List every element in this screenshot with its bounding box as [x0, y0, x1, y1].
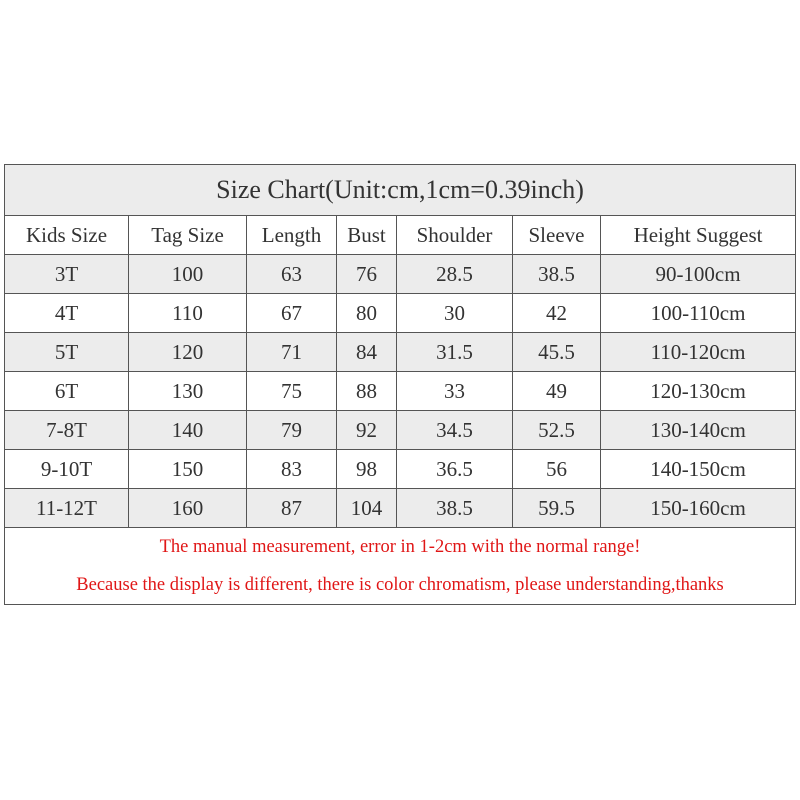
- table-cell: 38.5: [513, 255, 601, 294]
- header-sleeve: Sleeve: [513, 216, 601, 255]
- table-cell: 49: [513, 372, 601, 411]
- size-rows: [5, 255, 796, 528]
- table-cell: 5T: [5, 333, 129, 372]
- size-chart-table: [4, 164, 796, 605]
- title-row: [5, 165, 796, 216]
- table-cell: 75: [247, 372, 337, 411]
- table-cell: 120-130cm: [601, 372, 796, 411]
- table-cell: 9-10T: [5, 450, 129, 489]
- table-cell: 100: [129, 255, 247, 294]
- table-cell: 104: [337, 489, 397, 528]
- table-cell: 30: [397, 294, 513, 333]
- table-cell: 130-140cm: [601, 411, 796, 450]
- table-cell: 6T: [5, 372, 129, 411]
- color-note: Because the display is different, there is color chromatism, please understanding,thanks: [76, 575, 724, 595]
- table-cell: 11-12T: [5, 489, 129, 528]
- header-tag-size: Tag Size: [129, 216, 247, 255]
- table-cell: 160: [129, 489, 247, 528]
- table-cell: 88: [337, 372, 397, 411]
- header-height-suggest: Height Suggest: [601, 216, 796, 255]
- table-cell: 92: [337, 411, 397, 450]
- table-cell: 140-150cm: [601, 450, 796, 489]
- header-length: Length: [247, 216, 337, 255]
- notes-row: [5, 528, 796, 605]
- table-cell: 42: [513, 294, 601, 333]
- table-cell: 150: [129, 450, 247, 489]
- table-row: [5, 333, 796, 372]
- table-cell: 98: [337, 450, 397, 489]
- notes-cell: [5, 528, 796, 605]
- table-cell: 84: [337, 333, 397, 372]
- table-row: [5, 372, 796, 411]
- table-cell: 45.5: [513, 333, 601, 372]
- table-cell: 79: [247, 411, 337, 450]
- table-cell: 3T: [5, 255, 129, 294]
- table-cell: 28.5: [397, 255, 513, 294]
- table-cell: 130: [129, 372, 247, 411]
- table-cell: 67: [247, 294, 337, 333]
- header-kids-size: Kids Size: [5, 216, 129, 255]
- table-row: [5, 489, 796, 528]
- table-cell: 4T: [5, 294, 129, 333]
- table-cell: 52.5: [513, 411, 601, 450]
- table-cell: 38.5: [397, 489, 513, 528]
- table-cell: 80: [337, 294, 397, 333]
- measurement-note: The manual measurement, error in 1-2cm with the normal range!: [159, 537, 641, 557]
- table-cell: 59.5: [513, 489, 601, 528]
- chart-title: Size Chart(Unit:cm,1cm=0.39inch): [5, 165, 796, 216]
- table-cell: 140: [129, 411, 247, 450]
- table-cell: 56: [513, 450, 601, 489]
- table-cell: 110-120cm: [601, 333, 796, 372]
- table-cell: 33: [397, 372, 513, 411]
- table-cell: 71: [247, 333, 337, 372]
- table-row: [5, 255, 796, 294]
- table-row: [5, 294, 796, 333]
- table-cell: 150-160cm: [601, 489, 796, 528]
- table-cell: 110: [129, 294, 247, 333]
- table-cell: 36.5: [397, 450, 513, 489]
- header-bust: Bust: [337, 216, 397, 255]
- table-cell: 100-110cm: [601, 294, 796, 333]
- table-cell: 31.5: [397, 333, 513, 372]
- table-cell: 76: [337, 255, 397, 294]
- table-cell: 83: [247, 450, 337, 489]
- header-shoulder: Shoulder: [397, 216, 513, 255]
- table-cell: 87: [247, 489, 337, 528]
- table-cell: 34.5: [397, 411, 513, 450]
- header-row: [5, 216, 796, 255]
- table-cell: 120: [129, 333, 247, 372]
- table-row: [5, 450, 796, 489]
- table-cell: 63: [247, 255, 337, 294]
- table-row: [5, 411, 796, 450]
- table-cell: 7-8T: [5, 411, 129, 450]
- table-cell: 90-100cm: [601, 255, 796, 294]
